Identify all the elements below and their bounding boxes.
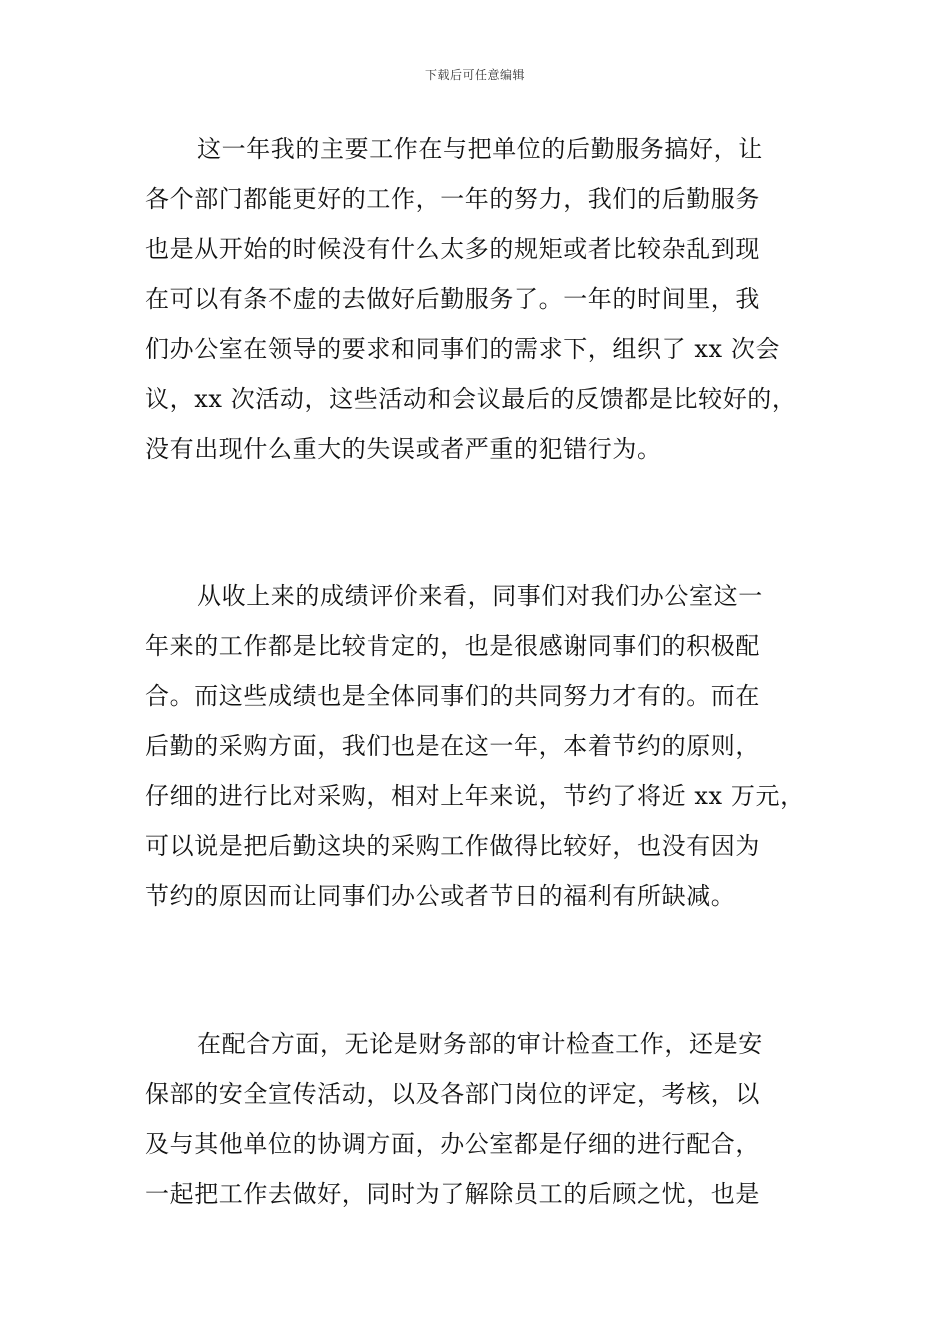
paragraph-line: 这一年我的主要工作在与把单位的后勤服务搞好，让 bbox=[197, 135, 763, 163]
paragraph-line: 没有出现什么重大的失误或者严重的犯错行为。 bbox=[145, 435, 662, 463]
paragraph-line: 在可以有条不虚的去做好后勤服务了。一年的时间里，我 bbox=[145, 285, 760, 313]
paragraph-line: 后勤的采购方面，我们也是在这一年，本着节约的原则， bbox=[145, 732, 760, 760]
paragraph-line: 从收上来的成绩评价来看，同事们对我们办公室这一 bbox=[197, 582, 763, 610]
paragraph-line: 可以说是把后勤这块的采购工作做得比较好，也没有因为 bbox=[145, 832, 760, 860]
paragraph-line: 各个部门都能更好的工作，一年的努力，我们的后勤服务 bbox=[145, 185, 760, 213]
paragraph-line: 年来的工作都是比较肯定的，也是很感谢同事们的积极配 bbox=[145, 632, 760, 660]
paragraph-line: 保部的安全宣传活动，以及各部门岗位的评定，考核，以 bbox=[145, 1080, 760, 1108]
paragraph-line: 仔细的进行比对采购，相对上年来说，节约了将近 xx 万元， bbox=[145, 782, 805, 810]
paragraph-line: 也是从开始的时候没有什么太多的规矩或者比较杂乱到现 bbox=[145, 235, 760, 263]
paragraph-line: 一起把工作去做好，同时为了解除员工的后顾之忧，也是 bbox=[145, 1180, 760, 1208]
page-header-note: 下载后可任意编辑 bbox=[424, 68, 525, 82]
paragraph-line: 及与其他单位的协调方面，办公室都是仔细的进行配合， bbox=[145, 1130, 760, 1158]
paragraph-line: 合。而这些成绩也是全体同事们的共同努力才有的。而在 bbox=[145, 682, 760, 710]
paragraph-2 bbox=[145, 579, 825, 929]
paragraph-line: 节约的原因而让同事们办公或者节日的福利有所缺减。 bbox=[145, 882, 736, 910]
paragraph-1 bbox=[145, 132, 825, 482]
paragraph-3 bbox=[145, 1027, 825, 1227]
paragraph-line: 议，xx 次活动，这些活动和会议最后的反馈都是比较好的， bbox=[145, 385, 797, 413]
paragraph-line: 们办公室在领导的要求和同事们的需求下，组织了 xx 次会 bbox=[145, 335, 781, 363]
paragraph-line: 在配合方面，无论是财务部的审计检查工作，还是安 bbox=[197, 1030, 763, 1058]
